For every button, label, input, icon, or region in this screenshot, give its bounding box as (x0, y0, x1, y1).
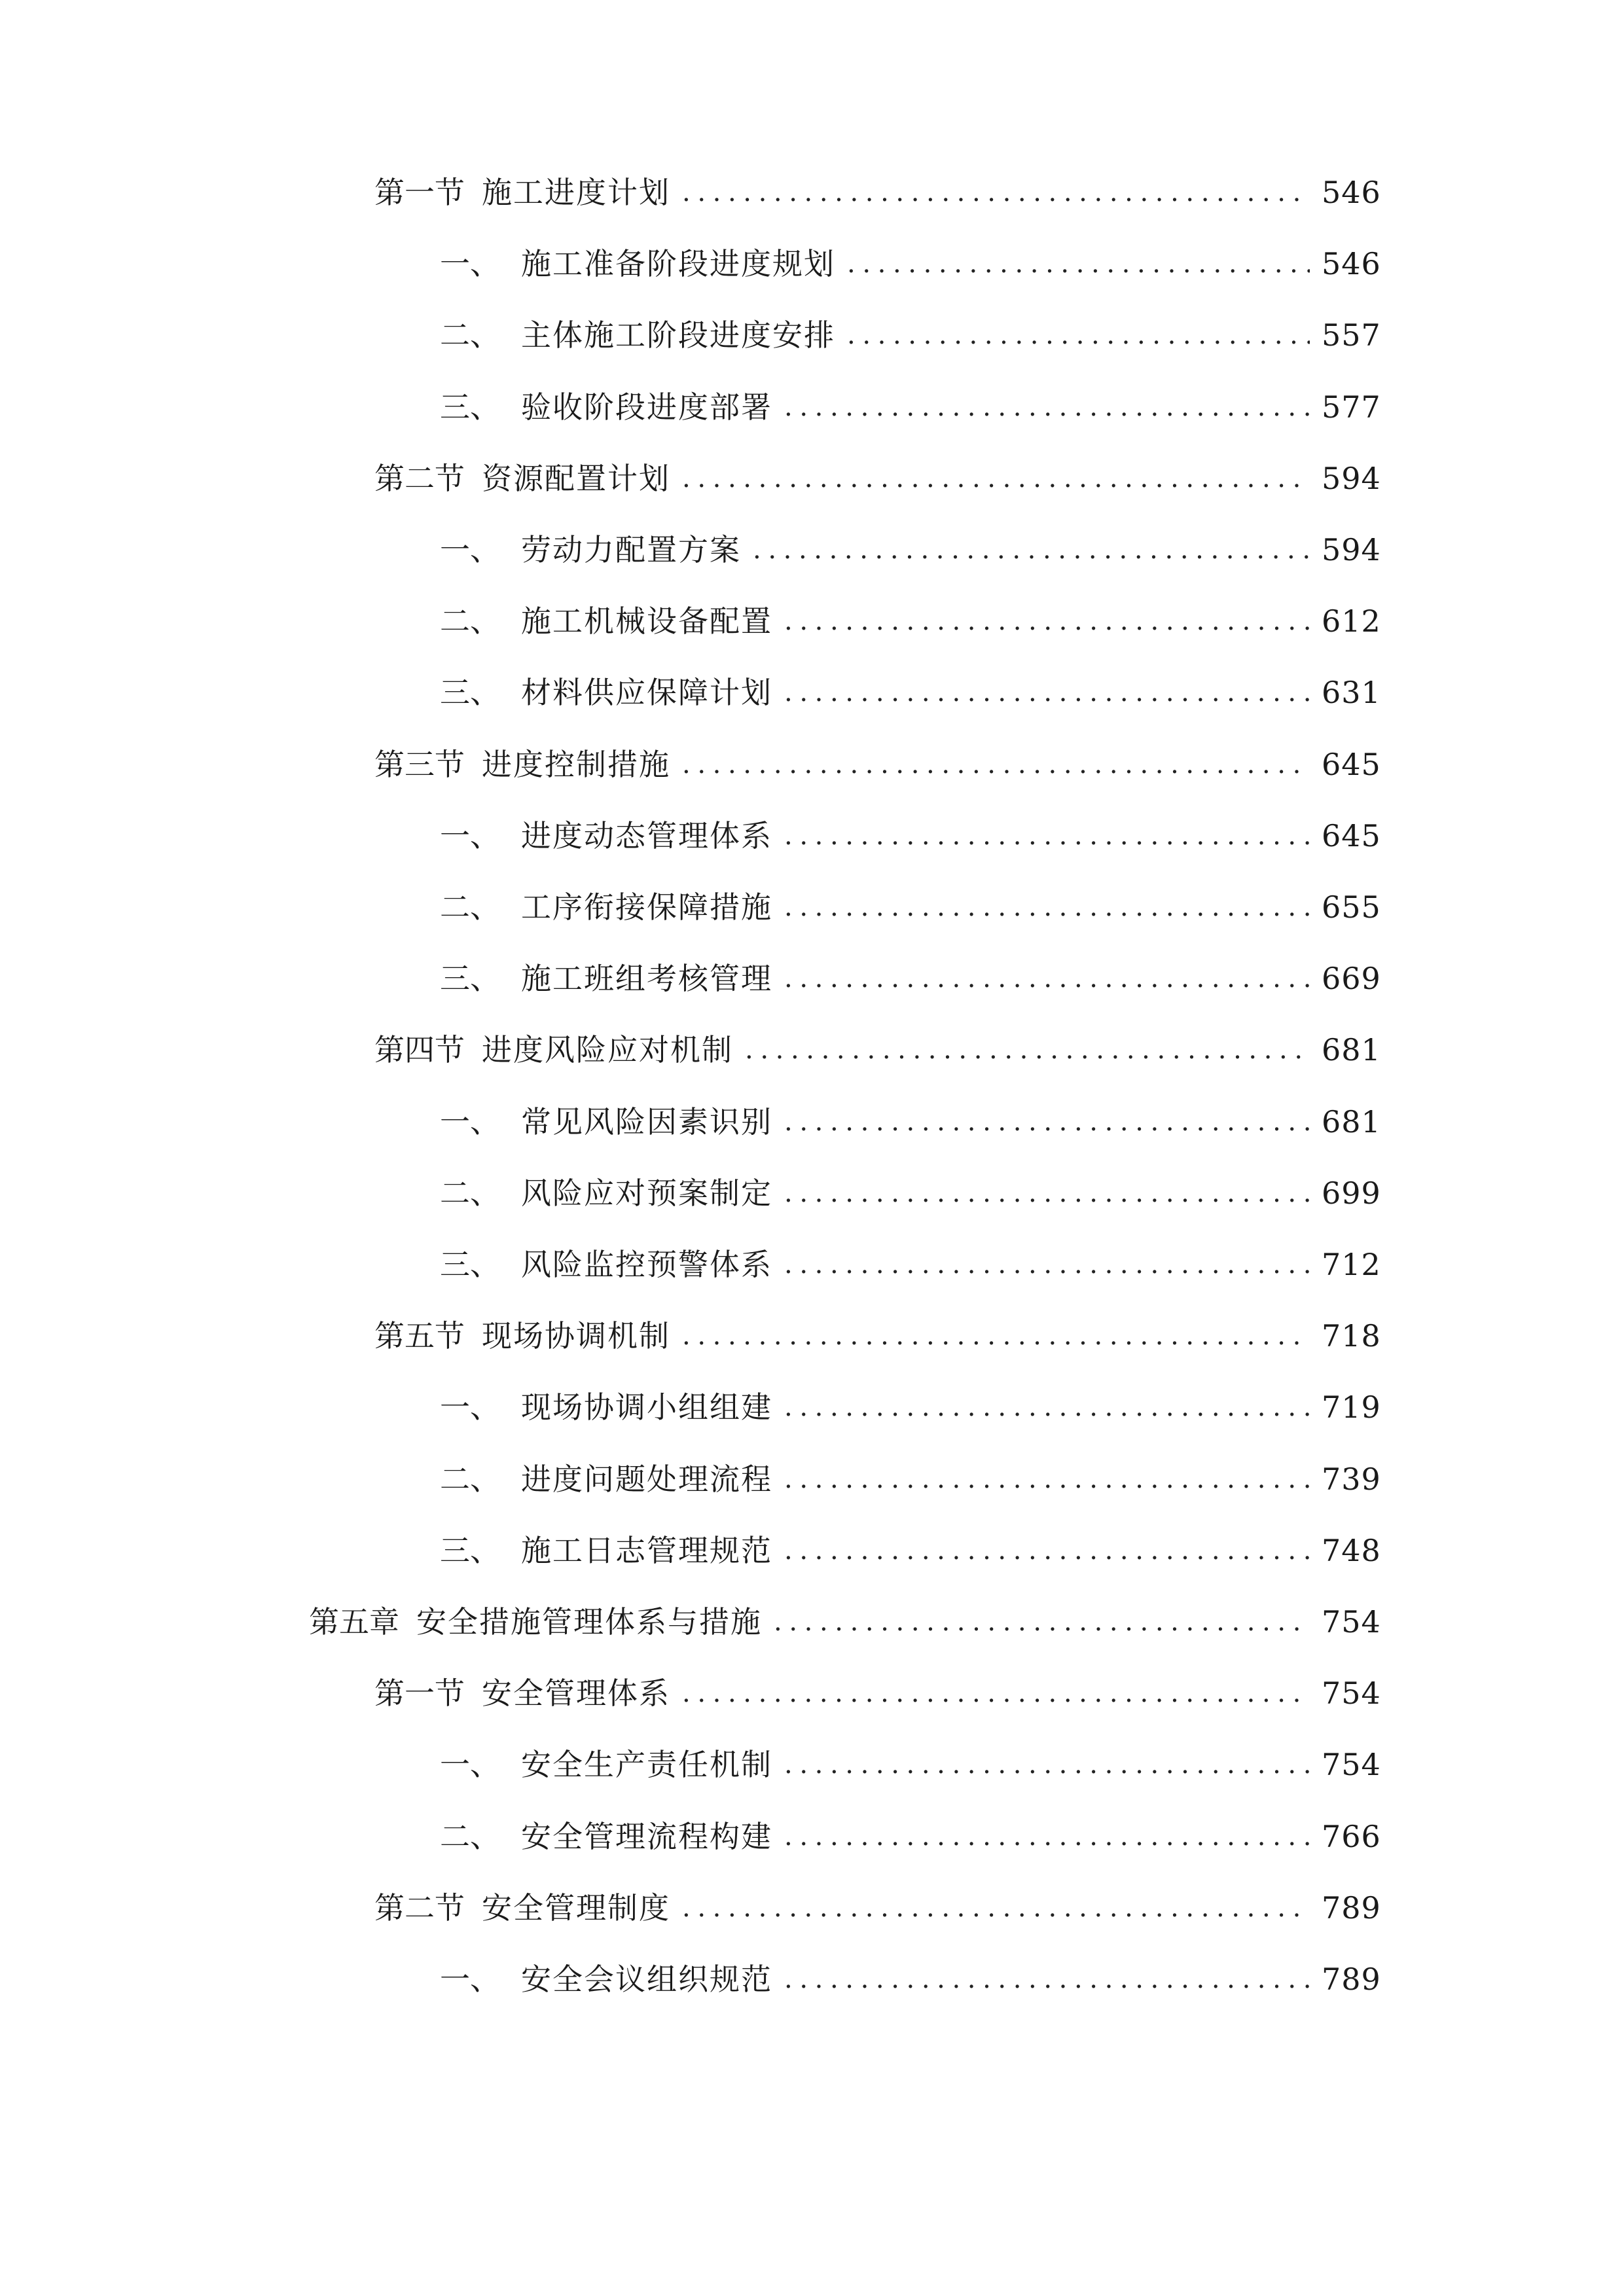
toc-entry-page-number: 789 (1322, 1890, 1381, 1926)
toc-entry-number: 第四节 (374, 1032, 465, 1067)
toc-entry-line (374, 1024, 1381, 1076)
toc-entry-number: 一、 (440, 1747, 500, 1782)
toc-entry-title: 劳动力配置方案 (521, 532, 741, 567)
toc-entry-line (440, 1738, 1381, 1791)
toc-entry-page-number: 645 (1322, 747, 1381, 782)
toc-entry-page-number: 754 (1322, 1747, 1381, 1782)
toc-entry-number: 第一节 (374, 1676, 465, 1711)
dot-leader (784, 666, 1310, 719)
toc-entry-line (374, 452, 1381, 505)
dot-leader (784, 881, 1310, 933)
toc-entry-title: 施工进度计划 (482, 175, 670, 210)
toc-entry[interactable] (0, 1024, 1624, 1076)
toc-entry-title: 安全管理制度 (482, 1890, 670, 1926)
toc-entry-page-number: 546 (1322, 175, 1381, 210)
dot-leader (784, 1238, 1310, 1291)
toc-entry[interactable] (0, 952, 1624, 1005)
dot-leader (682, 1667, 1310, 1719)
dot-leader (784, 595, 1310, 647)
toc-entry[interactable] (0, 1238, 1624, 1291)
toc-entry-line (374, 738, 1381, 791)
toc-entry-title: 施工准备阶段进度规划 (521, 246, 835, 281)
dot-leader (753, 524, 1310, 576)
toc-entry[interactable] (0, 738, 1624, 791)
toc-entry-title: 工序衔接保障措施 (521, 889, 772, 925)
toc-entry[interactable] (0, 1810, 1624, 1863)
toc-entry-line (440, 810, 1381, 862)
toc-entry[interactable] (0, 1882, 1624, 1934)
dot-leader (682, 1882, 1310, 1934)
toc-entry-number: 二、 (440, 603, 500, 639)
toc-entry-title: 安全生产责任机制 (521, 1747, 772, 1782)
toc-entry-line (440, 1167, 1381, 1219)
toc-entry-title: 风险应对预案制定 (521, 1175, 772, 1211)
toc-entry-page-number: 594 (1322, 461, 1381, 496)
toc-entry-number: 三、 (440, 961, 500, 996)
toc-entry-line (440, 952, 1381, 1005)
toc-entry[interactable] (0, 309, 1624, 361)
toc-entry-page-number: 754 (1322, 1604, 1381, 1640)
toc-entry[interactable] (0, 1953, 1624, 2005)
toc-entry-page-number: 699 (1322, 1175, 1381, 1211)
toc-entry-page-number: 594 (1322, 532, 1381, 567)
toc-entry[interactable] (0, 238, 1624, 290)
toc-entry-title: 进度动态管理体系 (521, 818, 772, 853)
toc-entry-number: 三、 (440, 675, 500, 710)
toc-entry-line (440, 238, 1381, 290)
toc-entry-number: 第二节 (374, 461, 465, 496)
toc-entry-number: 一、 (440, 818, 500, 853)
toc-entry-page-number: 612 (1322, 603, 1381, 639)
toc-entry-line (440, 1453, 1381, 1505)
toc-entry-page-number: 645 (1322, 818, 1381, 853)
dot-leader (682, 738, 1310, 791)
toc-entry-number: 第三节 (374, 747, 465, 782)
toc-entry-number: 二、 (440, 1819, 500, 1854)
toc-entry[interactable] (0, 1381, 1624, 1433)
toc-entry-page-number: 546 (1322, 246, 1381, 281)
toc-entry[interactable] (0, 595, 1624, 647)
dot-leader (784, 810, 1310, 862)
dot-leader (784, 1167, 1310, 1219)
dot-leader (774, 1596, 1310, 1648)
dot-leader (784, 1738, 1310, 1791)
toc-entry[interactable] (0, 666, 1624, 719)
dot-leader (682, 452, 1310, 505)
toc-entry-page-number: 557 (1322, 317, 1381, 353)
toc-entry-title: 施工班组考核管理 (521, 961, 772, 996)
toc-entry-title: 进度控制措施 (482, 747, 670, 782)
toc-entry[interactable] (0, 1310, 1624, 1362)
toc-entry-title: 资源配置计划 (482, 461, 670, 496)
dot-leader (682, 166, 1310, 219)
dot-leader (745, 1024, 1310, 1076)
toc-entry[interactable] (0, 166, 1624, 219)
dot-leader (682, 1310, 1310, 1362)
dot-leader (784, 1381, 1310, 1433)
toc-entry[interactable] (0, 524, 1624, 576)
toc-entry-number: 一、 (440, 246, 500, 281)
toc-entry-number: 二、 (440, 1462, 500, 1497)
toc-entry[interactable] (0, 1596, 1624, 1648)
dot-leader (847, 238, 1310, 290)
dot-leader (784, 1810, 1310, 1863)
toc-entry-number: 三、 (440, 1533, 500, 1568)
toc-entry-page-number: 712 (1322, 1247, 1381, 1282)
toc-entry-number: 第五节 (374, 1318, 465, 1354)
toc-entry-page-number: 789 (1322, 1962, 1381, 1997)
toc-entry-number: 一、 (440, 1962, 500, 1997)
toc-entry-title: 进度风险应对机制 (482, 1032, 733, 1067)
toc-entry[interactable] (0, 1167, 1624, 1219)
toc-entry-number: 二、 (440, 317, 500, 353)
toc-entry-line (374, 166, 1381, 219)
toc-entry[interactable] (0, 1667, 1624, 1719)
toc-entry-line (440, 1524, 1381, 1577)
toc-entry[interactable] (0, 381, 1624, 433)
toc-entry-line (440, 1953, 1381, 2005)
toc-entry-title: 风险监控预警体系 (521, 1247, 772, 1282)
toc-entry-line (440, 1381, 1381, 1433)
toc-entry-title: 进度问题处理流程 (521, 1462, 772, 1497)
toc-entry[interactable] (0, 452, 1624, 505)
toc-entry-page-number: 719 (1322, 1390, 1381, 1425)
toc-entry-title: 施工机械设备配置 (521, 603, 772, 639)
toc-entry-line (440, 1810, 1381, 1863)
toc-entry-number: 一、 (440, 1390, 500, 1425)
dot-leader (784, 1453, 1310, 1505)
toc-entry-line (440, 1238, 1381, 1291)
toc-entry-line (440, 524, 1381, 576)
toc-entry-number: 二、 (440, 1175, 500, 1211)
toc-entry-number: 二、 (440, 889, 500, 925)
toc-entry-page-number: 631 (1322, 675, 1381, 710)
toc-entry-line (440, 666, 1381, 719)
toc-entry-title: 安全会议组织规范 (521, 1962, 772, 1997)
toc-entry-title: 安全措施管理体系与措施 (416, 1604, 762, 1640)
toc-entry-line (440, 309, 1381, 361)
toc-entry-title: 安全管理流程构建 (521, 1819, 772, 1854)
toc-entry-number: 第五章 (309, 1604, 399, 1640)
toc-entry-line (440, 881, 1381, 933)
toc-entry-page-number: 754 (1322, 1676, 1381, 1711)
dot-leader (784, 1524, 1310, 1577)
toc-entry-line (440, 595, 1381, 647)
toc-entry-title: 现场协调小组组建 (521, 1390, 772, 1425)
toc-entry-page-number: 718 (1322, 1318, 1381, 1354)
toc-entry-page-number: 681 (1322, 1032, 1381, 1067)
toc-entry-title: 施工日志管理规范 (521, 1533, 772, 1568)
dot-leader (784, 381, 1310, 433)
dot-leader (784, 952, 1310, 1005)
toc-entry-title: 验收阶段进度部署 (521, 389, 772, 425)
toc-entry-number: 三、 (440, 1247, 500, 1282)
toc-entry-page-number: 669 (1322, 961, 1381, 996)
toc-entry-line (309, 1596, 1381, 1648)
dot-leader (784, 1096, 1310, 1148)
toc-entry-number: 第一节 (374, 175, 465, 210)
toc-entry-page-number: 766 (1322, 1819, 1381, 1854)
toc-entry[interactable] (0, 1524, 1624, 1577)
toc-entry[interactable] (0, 881, 1624, 933)
toc-entry-title: 材料供应保障计划 (521, 675, 772, 710)
toc-entry-number: 一、 (440, 1104, 500, 1139)
toc-entry-number: 第二节 (374, 1890, 465, 1926)
toc-entry-title: 现场协调机制 (482, 1318, 670, 1354)
toc-entry-page-number: 681 (1322, 1104, 1381, 1139)
toc-entry-page-number: 655 (1322, 889, 1381, 925)
toc-entry-title: 常见风险因素识别 (521, 1104, 772, 1139)
toc-entry[interactable] (0, 810, 1624, 862)
dot-leader (784, 1953, 1310, 2005)
dot-leader (847, 309, 1310, 361)
toc-entry[interactable] (0, 1453, 1624, 1505)
toc-entry-line (374, 1667, 1381, 1719)
toc-entry[interactable] (0, 1096, 1624, 1148)
toc-entry-page-number: 577 (1322, 389, 1381, 425)
toc-entry-page-number: 739 (1322, 1462, 1381, 1497)
toc-entry[interactable] (0, 1738, 1624, 1791)
toc-entry-page-number: 748 (1322, 1533, 1381, 1568)
toc-entry-number: 一、 (440, 532, 500, 567)
toc-entry-line (374, 1310, 1381, 1362)
toc-entry-line (440, 1096, 1381, 1148)
toc-entry-title: 主体施工阶段进度安排 (521, 317, 835, 353)
toc-entry-line (440, 381, 1381, 433)
toc-entry-number: 三、 (440, 389, 500, 425)
toc-entry-title: 安全管理体系 (482, 1676, 670, 1711)
toc-entry-line (374, 1882, 1381, 1934)
